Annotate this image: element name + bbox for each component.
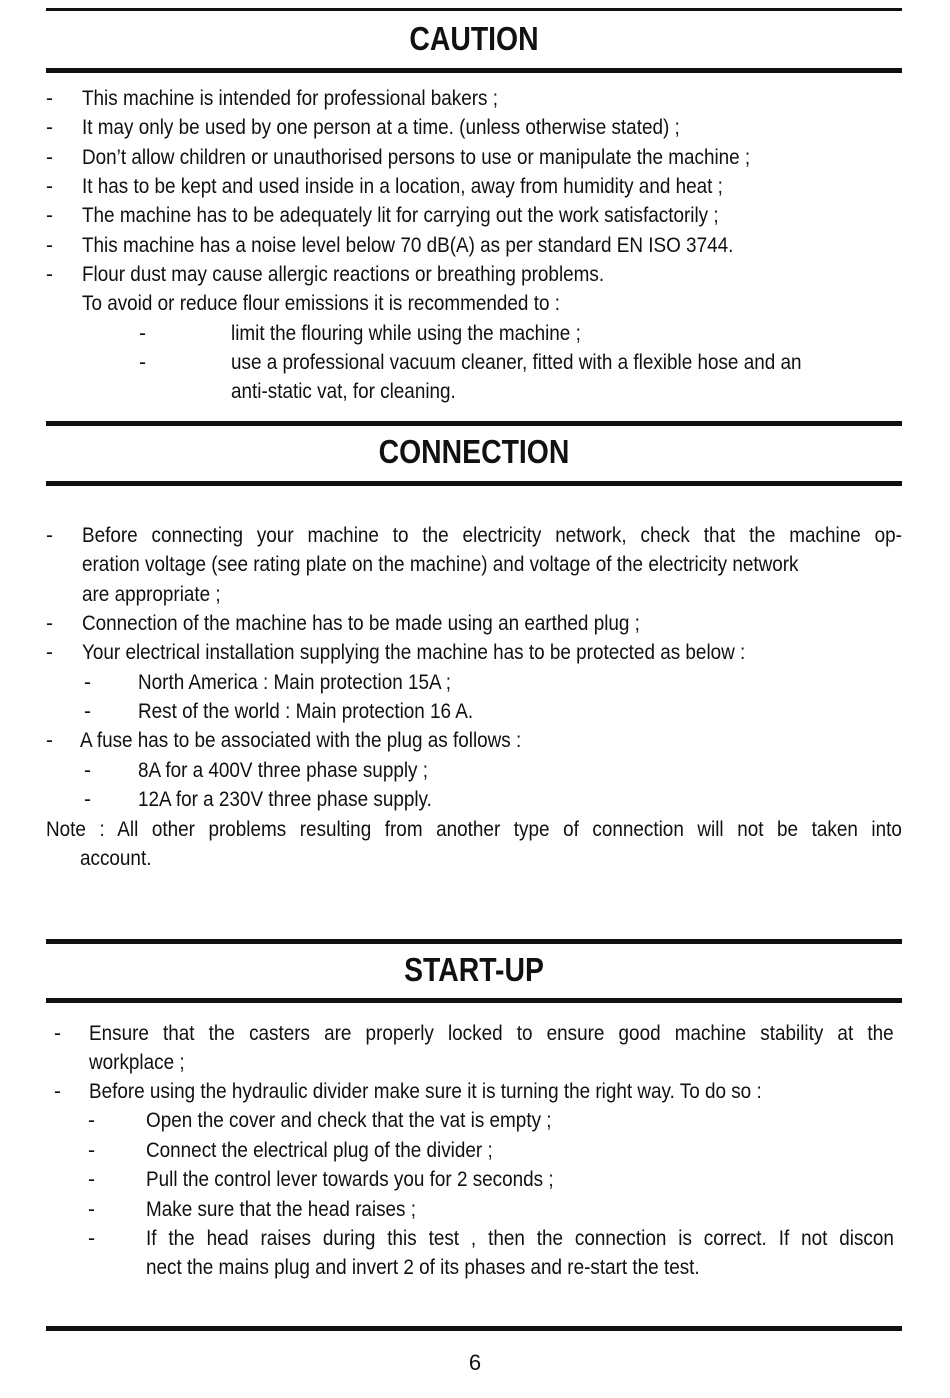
bullet-dash: - [84, 759, 91, 782]
bullet-dash: - [46, 116, 53, 139]
list-item: This machine is intended for professional bakers ; [82, 87, 499, 110]
divider [46, 998, 902, 1003]
list-item: Don’t allow children or unauthorised persons to use or manipulate the machine ; [82, 146, 751, 169]
list-item: Ensure that the casters are properly locked to ensure good machine stability at the [89, 1022, 894, 1045]
sub-item: Rest of the world : Main protection 16 A. [138, 700, 474, 723]
bullet-dash: - [46, 263, 53, 286]
bullet-dash: - [84, 671, 91, 694]
bullet-dash: - [88, 1227, 95, 1250]
divider [46, 8, 902, 11]
sub-item-cont: nect the mains plug and invert 2 of its phases and re-start the test. [146, 1256, 700, 1279]
sub-item: limit the flouring while using the machine ; [231, 322, 581, 345]
sub-item: Pull the control lever towards you for 2 seconds ; [146, 1168, 554, 1191]
bullet-dash: - [88, 1168, 95, 1191]
bullet-dash: - [46, 234, 53, 257]
sub-item: anti-static vat, for cleaning. [231, 380, 456, 403]
bullet-dash: - [139, 322, 146, 345]
connection-heading: CONNECTION [378, 433, 570, 470]
bullet-dash: - [88, 1198, 95, 1221]
list-item: Connection of the machine has to be made using an earthed plug ; [82, 612, 640, 635]
bullet-dash: - [46, 524, 53, 547]
bullet-dash: - [88, 1109, 95, 1132]
sub-intro: To avoid or reduce flour emissions it is recommended to : [82, 292, 560, 315]
list-item: The machine has to be adequately lit for carrying out the work satisfactorily ; [82, 204, 719, 227]
bullet-dash: - [139, 351, 146, 374]
list-item-cont: workplace ; [89, 1051, 185, 1074]
divider [46, 1326, 902, 1331]
bullet-dash: - [88, 1139, 95, 1162]
caution-heading: CAUTION [409, 20, 539, 57]
sub-item: 12A for a 230V three phase supply. [138, 788, 432, 811]
sub-item: If the head raises during this test , then the connection is correct. If not discon [146, 1227, 894, 1250]
list-item: Your electrical installation supplying the machine has to be protected as below : [82, 641, 746, 664]
list-item: It has to be kept and used inside in a location, away from humidity and heat ; [82, 175, 723, 198]
sub-item: Make sure that the head raises ; [146, 1198, 416, 1221]
list-item: Before using the hydraulic divider make sure it is turning the right way. To do so : [89, 1080, 762, 1103]
note-text-cont: account. [80, 847, 152, 870]
divider [46, 421, 902, 426]
bullet-dash: - [84, 700, 91, 723]
divider [46, 68, 902, 73]
bullet-dash: - [46, 641, 53, 664]
list-item: This machine has a noise level below 70 dB(A) as per standard EN ISO 3744. [82, 234, 734, 257]
list-item: Before connecting your machine to the electricity network, check that the machine op- [82, 524, 902, 547]
list-item-cont: eration voltage (see rating plate on the machine) and voltage of the electricity network [82, 553, 799, 576]
sub-item: Open the cover and check that the vat is empty ; [146, 1109, 552, 1132]
sub-item: 8A for a 400V three phase supply ; [138, 759, 428, 782]
bullet-dash: - [46, 87, 53, 110]
startup-heading: START-UP [404, 951, 544, 988]
sub-item: North America : Main protection 15A ; [138, 671, 452, 694]
bullet-dash: - [84, 788, 91, 811]
divider [46, 939, 902, 944]
list-item: Flour dust may cause allergic reactions or breathing problems. [82, 263, 605, 286]
page-number: 6 [468, 1350, 482, 1375]
bullet-dash: - [46, 146, 53, 169]
sub-item: use a professional vacuum cleaner, fitted with a flexible hose and an [231, 351, 802, 374]
bullet-dash: - [46, 204, 53, 227]
bullet-dash: - [46, 729, 53, 752]
bullet-dash: - [54, 1080, 61, 1103]
bullet-dash: - [54, 1022, 61, 1045]
bullet-dash: - [46, 612, 53, 635]
divider [46, 481, 902, 486]
list-item: A fuse has to be associated with the plug as follows : [80, 729, 522, 752]
list-item: It may only be used by one person at a time. (unless otherwise stated) ; [82, 116, 680, 139]
note-text: Note : All other problems resulting from another type of connection will not be taken into [46, 818, 902, 841]
list-item-cont: are appropriate ; [82, 583, 221, 606]
bullet-dash: - [46, 175, 53, 198]
sub-item: Connect the electrical plug of the divider ; [146, 1139, 493, 1162]
